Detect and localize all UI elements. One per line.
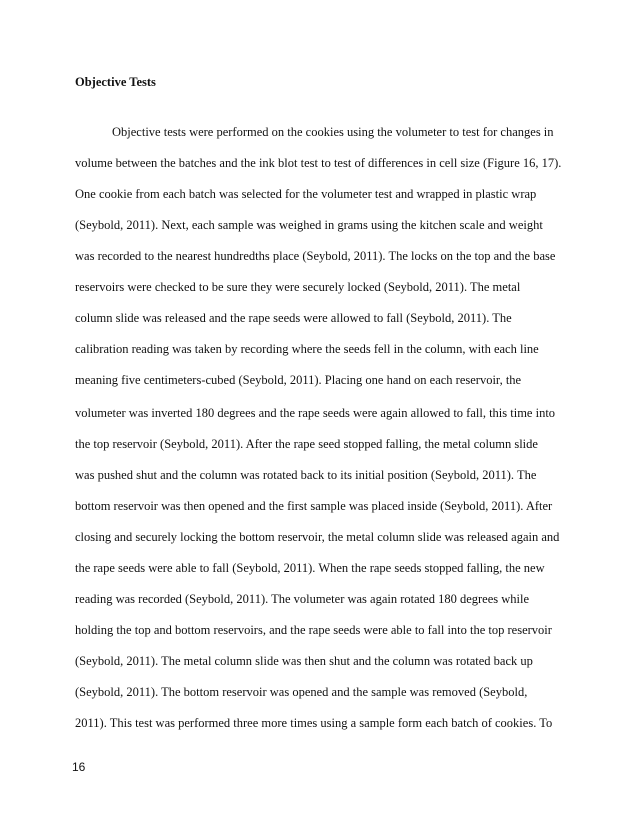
paragraph-line-12: was pushed shut and the column was rotated back to its initial position (Seybold, 2011). The — [75, 468, 537, 482]
paragraph-line-20: 2011). This test was performed three more times using a sample form each batch of cookies. To — [75, 716, 553, 730]
paragraph-line-4: (Seybold, 2011). Next, each sample was weighed in grams using the kitchen scale and weight — [75, 218, 543, 232]
section-heading: Objective Tests — [75, 75, 156, 89]
paragraph-line-2: volume between the batches and the ink blot test to test of differences in cell size (Figure 16, 17). — [75, 156, 562, 170]
paragraph-line-9: meaning five centimeters-cubed (Seybold, 2011). Placing one hand on each reservoir, the — [75, 373, 522, 387]
paragraph-line-10: volumeter was inverted 180 degrees and the rape seeds were again allowed to fall, this time into — [75, 406, 556, 420]
paragraph-line-14: closing and securely locking the bottom reservoir, the metal column slide was released again and — [75, 530, 560, 544]
paragraph-line-19: (Seybold, 2011). The bottom reservoir was opened and the sample was removed (Seybold, — [75, 685, 528, 699]
paragraph-line-11: the top reservoir (Seybold, 2011). After the rape seed stopped falling, the metal column slide — [75, 437, 538, 451]
paragraph-line-3: One cookie from each batch was selected for the volumeter test and wrapped in plastic wrap — [75, 187, 537, 201]
paragraph-line-13: bottom reservoir was then opened and the first sample was placed inside (Seybold, 2011). After — [75, 499, 553, 513]
paragraph-line-17: holding the top and bottom reservoirs, and the rape seeds were able to fall into the top reservoir — [75, 623, 552, 637]
page-number: 16 — [72, 760, 86, 774]
paragraph-line-6: reservoirs were checked to be sure they were securely locked (Seybold, 2011). The metal — [75, 280, 521, 294]
paragraph-line-18: (Seybold, 2011). The metal column slide was then shut and the column was rotated back up — [75, 654, 533, 668]
paragraph-line-16: reading was recorded (Seybold, 2011). The volumeter was again rotated 180 degrees while — [75, 592, 530, 606]
paragraph-line-8: calibration reading was taken by recording where the seeds fell in the column, with each line — [75, 342, 539, 356]
paragraph-line-15: the rape seeds were able to fall (Seybold, 2011). When the rape seeds stopped falling, the new — [75, 561, 545, 575]
paragraph-line-5: was recorded to the nearest hundredths place (Seybold, 2011). The locks on the top and the base — [75, 249, 556, 263]
paragraph-line-7: column slide was released and the rape seeds were allowed to fall (Seybold, 2011). The — [75, 311, 512, 325]
paragraph-line-1: Objective tests were performed on the cookies using the volumeter to test for changes in — [112, 125, 554, 139]
